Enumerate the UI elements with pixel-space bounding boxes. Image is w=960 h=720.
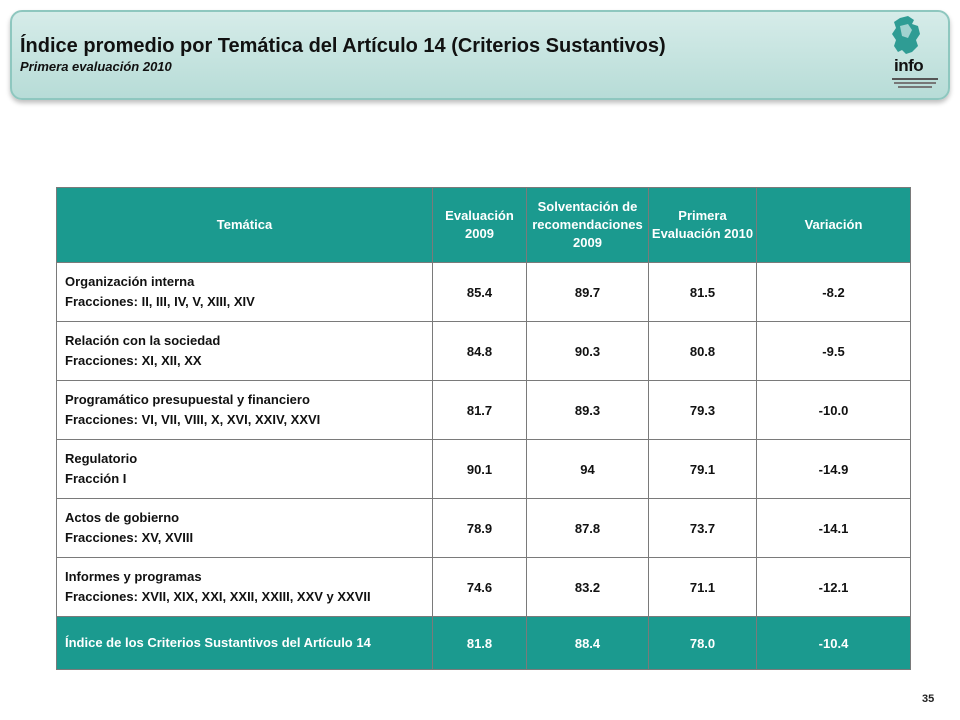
- page-subtitle: Primera evaluación 2010: [20, 59, 172, 74]
- tema-name: Organización interna: [65, 274, 195, 289]
- total-eval-2009: 81.8: [433, 617, 527, 670]
- header-variacion: Variación: [757, 188, 911, 263]
- tema-cell: [57, 440, 433, 499]
- table-row: [57, 322, 911, 381]
- tema-name: Relación con la sociedad: [65, 333, 221, 348]
- eval-2010-cell: 73.7: [649, 499, 757, 558]
- tema-name: Regulatorio: [65, 451, 138, 466]
- header-solventacion-2009: Solventación de recomendaciones 2009: [527, 188, 649, 263]
- variacion-cell: -10.0: [757, 381, 911, 440]
- eval-2009-cell: 84.8: [433, 322, 527, 381]
- eval-2009-cell: 74.6: [433, 558, 527, 617]
- tema-name: Informes y programas: [65, 569, 202, 584]
- tematica-table: [56, 187, 911, 670]
- table-row: [57, 440, 911, 499]
- variacion-cell: -14.9: [757, 440, 911, 499]
- tema-cell: [57, 558, 433, 617]
- tema-cell: [57, 322, 433, 381]
- header-banner: [10, 10, 950, 100]
- table-row: [57, 263, 911, 322]
- table-row: [57, 381, 911, 440]
- table-row: [57, 558, 911, 617]
- page-title: Índice promedio por Temática del Artículo 14 (Criterios Sustantivos): [20, 35, 666, 57]
- table-header-row: [57, 188, 911, 263]
- tema-cell: [57, 381, 433, 440]
- variacion-cell: -9.5: [757, 322, 911, 381]
- header-tematica: Temática: [57, 188, 433, 263]
- tema-fracciones: Fracciones: II, III, IV, V, XIII, XIV: [65, 294, 255, 309]
- logo-text: info: [894, 56, 924, 75]
- tema-fracciones: Fracciones: XI, XII, XX: [65, 353, 202, 368]
- eval-2009-cell: 78.9: [433, 499, 527, 558]
- map-silhouette-icon: [878, 14, 942, 58]
- solv-2009-cell: 89.3: [527, 381, 649, 440]
- info-logo: [878, 14, 942, 96]
- solv-2009-cell: 89.7: [527, 263, 649, 322]
- variacion-cell: -8.2: [757, 263, 911, 322]
- logo-caption-icon: [892, 76, 938, 90]
- solv-2009-cell: 90.3: [527, 322, 649, 381]
- page-number: 35: [922, 693, 935, 705]
- solv-2009-cell: 83.2: [527, 558, 649, 617]
- variacion-cell: -12.1: [757, 558, 911, 617]
- solv-2009-cell: 87.8: [527, 499, 649, 558]
- tema-fracciones: Fracciones: VI, VII, VIII, X, XVI, XXIV, XXVI: [65, 412, 321, 427]
- eval-2010-cell: 81.5: [649, 263, 757, 322]
- eval-2010-cell: 79.3: [649, 381, 757, 440]
- eval-2009-cell: 85.4: [433, 263, 527, 322]
- eval-2010-cell: 79.1: [649, 440, 757, 499]
- eval-2009-cell: 81.7: [433, 381, 527, 440]
- header-evaluacion-2009: Evaluación 2009: [433, 188, 527, 263]
- total-solv-2009: 88.4: [527, 617, 649, 670]
- total-row: [57, 617, 911, 670]
- table-row: [57, 499, 911, 558]
- eval-2010-cell: 71.1: [649, 558, 757, 617]
- tema-cell: [57, 263, 433, 322]
- header-primera-evaluacion-2010: Primera Evaluación 2010: [649, 188, 757, 263]
- tema-name: Programático presupuestal y financiero: [65, 392, 310, 407]
- eval-2009-cell: 90.1: [433, 440, 527, 499]
- tema-fracciones: Fracciones: XVII, XIX, XXI, XXII, XXIII, XXV y XXVII: [65, 589, 371, 604]
- solv-2009-cell: 94: [527, 440, 649, 499]
- tema-fracciones: Fracciones: XV, XVIII: [65, 530, 194, 545]
- variacion-cell: -14.1: [757, 499, 911, 558]
- tema-name: Actos de gobierno: [65, 510, 180, 525]
- total-eval-2010: 78.0: [649, 617, 757, 670]
- eval-2010-cell: 80.8: [649, 322, 757, 381]
- tema-fracciones: Fracción I: [65, 471, 127, 486]
- total-variacion: -10.4: [757, 617, 911, 670]
- tema-cell: [57, 499, 433, 558]
- total-label: Índice de los Criterios Sustantivos del Artículo 14: [57, 617, 433, 670]
